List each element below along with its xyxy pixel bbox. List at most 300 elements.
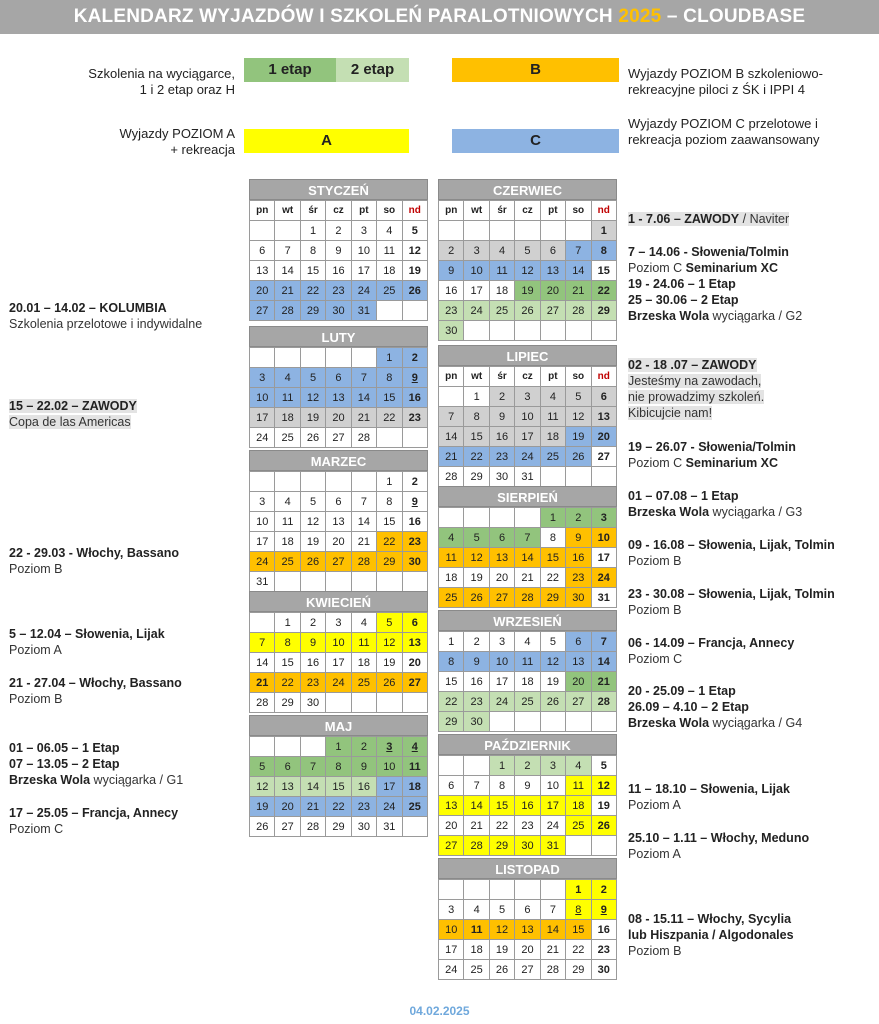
- day-cell: 7: [515, 528, 540, 548]
- day-cell: 13: [591, 407, 616, 427]
- day-cell: 24: [250, 428, 275, 448]
- day-cell: 4: [540, 387, 565, 407]
- day-cell: 25: [489, 301, 514, 321]
- month-april: [249, 591, 428, 713]
- day-cell: 28: [300, 817, 325, 837]
- day-cell: 17: [439, 940, 464, 960]
- day-cell: 4: [439, 528, 464, 548]
- day-cell: 15: [489, 796, 514, 816]
- day-cell: 23: [566, 568, 591, 588]
- day-cell: 2: [300, 613, 325, 633]
- day-cell: 12: [515, 261, 540, 281]
- day-cell: 16: [300, 653, 325, 673]
- day-cell: 21: [300, 797, 325, 817]
- day-cell: 1: [377, 472, 402, 492]
- day-cell: 13: [275, 777, 300, 797]
- day-cell: 28: [591, 692, 616, 712]
- day-cell: 9: [326, 241, 351, 261]
- day-cell: 14: [300, 777, 325, 797]
- calendar-grid-june: [438, 200, 617, 341]
- empty-cell: [250, 737, 275, 757]
- empty-cell: [326, 572, 351, 592]
- day-cell: 9: [566, 528, 591, 548]
- legend-b: B: [452, 58, 619, 82]
- day-cell: 7: [351, 368, 376, 388]
- day-cell: 28: [275, 301, 300, 321]
- calendar-grid-march: [249, 471, 428, 592]
- day-cell: 8: [439, 652, 464, 672]
- empty-cell: [540, 880, 565, 900]
- day-cell: 4: [275, 368, 300, 388]
- event-sycylia: 08 - 15.11 – Włochy, Sycylia lub Hiszpania / Algodonales Poziom B: [628, 912, 794, 958]
- day-cell: 2: [515, 756, 540, 776]
- day-cell: 17: [326, 653, 351, 673]
- day-cell: 22: [540, 568, 565, 588]
- day-cell: 12: [300, 512, 325, 532]
- page-title: KALENDARZ WYJAZDÓW I SZKOLEŃ PARALOTNIOWYCH 2025 – CLOUDBASE: [0, 0, 879, 34]
- day-cell: 13: [402, 633, 427, 653]
- day-cell: 22: [439, 692, 464, 712]
- event-zawody-july: 02 - 18 .07 – ZAWODY Jesteśmy na zawodach, nie prowadzimy szkoleń. Kibicujcie nam!: [628, 358, 765, 420]
- day-cell: 8: [300, 241, 325, 261]
- day-cell: 5: [250, 757, 275, 777]
- day-cell: 19: [591, 796, 616, 816]
- day-cell: 28: [439, 467, 464, 487]
- day-cell: 23: [300, 673, 325, 693]
- weekday-label: pn: [439, 201, 464, 221]
- day-cell: 19: [300, 532, 325, 552]
- day-cell: 24: [250, 552, 275, 572]
- day-cell: 14: [540, 920, 565, 940]
- day-cell: 28: [540, 960, 565, 980]
- event-bassano-april: 21 - 27.04 – Włochy, Bassano Poziom B: [9, 676, 182, 706]
- day-cell: 21: [591, 672, 616, 692]
- day-cell: 28: [515, 588, 540, 608]
- month-header: PAŹDZIERNIK: [438, 734, 617, 755]
- empty-cell: [351, 472, 376, 492]
- day-cell: 27: [439, 836, 464, 856]
- day-cell: 11: [566, 776, 591, 796]
- day-cell: 6: [591, 387, 616, 407]
- empty-cell: [566, 836, 591, 856]
- event-lijak-tolmin-2: 23 - 30.08 – Słowenia, Lijak, Tolmin Poziom B: [628, 587, 835, 617]
- event-august-etap: 01 – 07.08 – 1 Etap Brzeska Wola wyciągarka / G3: [628, 489, 803, 519]
- day-cell: 9: [591, 900, 616, 920]
- day-cell: 5: [402, 221, 427, 241]
- empty-cell: [591, 321, 616, 341]
- empty-cell: [566, 712, 591, 732]
- weekday-label: cz: [326, 201, 351, 221]
- day-cell: 26: [402, 281, 427, 301]
- day-cell: 31: [515, 467, 540, 487]
- day-cell: 6: [402, 613, 427, 633]
- day-cell: 9: [515, 776, 540, 796]
- day-cell: 28: [464, 836, 489, 856]
- day-cell: 29: [439, 712, 464, 732]
- day-cell: 18: [464, 940, 489, 960]
- empty-cell: [402, 817, 427, 837]
- month-header: LIPIEC: [438, 345, 617, 366]
- footer-date: 04.02.2025: [409, 1004, 470, 1018]
- day-cell: 23: [402, 532, 427, 552]
- day-cell: 15: [439, 672, 464, 692]
- title-year: 2025: [618, 6, 662, 27]
- event-naviter: 1 - 7.06 – ZAWODY / Naviter: [628, 212, 790, 226]
- day-cell: 17: [515, 427, 540, 447]
- empty-cell: [300, 348, 325, 368]
- empty-cell: [377, 301, 402, 321]
- empty-cell: [489, 712, 514, 732]
- day-cell: 8: [540, 528, 565, 548]
- day-cell: 8: [275, 633, 300, 653]
- day-cell: 22: [566, 940, 591, 960]
- day-cell: 29: [489, 836, 514, 856]
- day-cell: 26: [300, 552, 325, 572]
- month-header: LISTOPAD: [438, 858, 617, 879]
- event-lijak-oct: 11 – 18.10 – Słowenia, Lijak Poziom A: [628, 782, 790, 812]
- day-cell: 26: [540, 692, 565, 712]
- empty-cell: [250, 613, 275, 633]
- day-cell: 1: [275, 613, 300, 633]
- day-cell: 23: [439, 301, 464, 321]
- event-june: 7 – 14.06 - Słowenia/Tolmin Poziom C Seminarium XC 19 - 24.06 – 1 Etap 25 – 30.06 – 2 Etap Brzeska Wola wyciągarka / G2: [628, 245, 803, 323]
- day-cell: 14: [566, 261, 591, 281]
- day-cell: 24: [591, 568, 616, 588]
- day-cell: 31: [351, 301, 376, 321]
- day-cell: 5: [591, 756, 616, 776]
- empty-cell: [540, 712, 565, 732]
- day-cell: 5: [566, 387, 591, 407]
- day-cell: 19: [402, 261, 427, 281]
- day-cell: 30: [402, 552, 427, 572]
- day-cell: 29: [377, 552, 402, 572]
- day-cell: 27: [591, 447, 616, 467]
- month-header: LUTY: [249, 326, 428, 347]
- day-cell: 7: [300, 757, 325, 777]
- day-cell: 25: [402, 797, 427, 817]
- day-cell: 24: [326, 673, 351, 693]
- day-cell: 21: [351, 408, 376, 428]
- empty-cell: [250, 221, 275, 241]
- weekday-label: wt: [464, 367, 489, 387]
- empty-cell: [464, 756, 489, 776]
- day-cell: 16: [402, 388, 427, 408]
- legend-winch-text: Szkolenia na wyciągarce, 1 i 2 etap oraz H: [88, 66, 235, 97]
- day-cell: 21: [515, 568, 540, 588]
- day-cell: 13: [489, 548, 514, 568]
- day-cell: 12: [464, 548, 489, 568]
- day-cell: 27: [275, 817, 300, 837]
- day-cell: 23: [351, 797, 376, 817]
- calendar-grid-september: [438, 631, 617, 732]
- day-cell: 20: [402, 653, 427, 673]
- day-cell: 15: [591, 261, 616, 281]
- day-cell: 13: [439, 796, 464, 816]
- day-cell: 16: [351, 777, 376, 797]
- weekday-label: cz: [515, 367, 540, 387]
- day-cell: 18: [566, 796, 591, 816]
- day-cell: 3: [540, 756, 565, 776]
- month-march: [249, 450, 428, 592]
- day-cell: 17: [489, 672, 514, 692]
- day-cell: 29: [326, 817, 351, 837]
- day-cell: 18: [489, 281, 514, 301]
- day-cell: 30: [566, 588, 591, 608]
- weekday-label: śr: [489, 201, 514, 221]
- day-cell: 6: [326, 492, 351, 512]
- day-cell: 3: [250, 368, 275, 388]
- day-cell: 8: [489, 776, 514, 796]
- day-cell: 20: [326, 408, 351, 428]
- empty-cell: [300, 572, 325, 592]
- day-cell: 24: [351, 281, 376, 301]
- day-cell: 31: [250, 572, 275, 592]
- day-cell: 6: [275, 757, 300, 777]
- weekday-label: pn: [250, 201, 275, 221]
- day-cell: 12: [300, 388, 325, 408]
- day-cell: 2: [326, 221, 351, 241]
- day-cell: 20: [439, 816, 464, 836]
- day-cell: 5: [464, 528, 489, 548]
- day-cell: 14: [275, 261, 300, 281]
- day-cell: 30: [464, 712, 489, 732]
- day-cell: 24: [489, 692, 514, 712]
- day-cell: 1: [591, 221, 616, 241]
- weekday-label: śr: [489, 367, 514, 387]
- day-cell: 29: [300, 301, 325, 321]
- day-cell: 13: [566, 652, 591, 672]
- day-cell: 25: [351, 673, 376, 693]
- day-cell: 9: [464, 652, 489, 672]
- day-cell: 27: [250, 301, 275, 321]
- day-cell: 18: [351, 653, 376, 673]
- day-cell: 30: [439, 321, 464, 341]
- day-cell: 26: [464, 588, 489, 608]
- day-cell: 4: [275, 492, 300, 512]
- day-cell: 12: [591, 776, 616, 796]
- day-cell: 16: [591, 920, 616, 940]
- day-cell: 1: [439, 632, 464, 652]
- empty-cell: [591, 836, 616, 856]
- day-cell: 9: [300, 633, 325, 653]
- day-cell: 31: [377, 817, 402, 837]
- day-cell: 4: [464, 900, 489, 920]
- day-cell: 8: [566, 900, 591, 920]
- day-cell: 14: [515, 548, 540, 568]
- day-cell: 7: [566, 241, 591, 261]
- empty-cell: [250, 472, 275, 492]
- day-cell: 7: [351, 492, 376, 512]
- weekday-label: so: [377, 201, 402, 221]
- day-cell: 28: [566, 301, 591, 321]
- day-cell: 25: [439, 588, 464, 608]
- month-november: [438, 858, 617, 980]
- day-cell: 30: [326, 301, 351, 321]
- event-bassano-march: 22 - 29.03 - Włochy, Bassano Poziom B: [9, 546, 179, 576]
- day-cell: 14: [464, 796, 489, 816]
- empty-cell: [464, 221, 489, 241]
- empty-cell: [515, 321, 540, 341]
- day-cell: 20: [489, 568, 514, 588]
- day-cell: 3: [515, 387, 540, 407]
- day-cell: 18: [515, 672, 540, 692]
- day-cell: 11: [275, 388, 300, 408]
- day-cell: 22: [377, 408, 402, 428]
- empty-cell: [351, 572, 376, 592]
- day-cell: 3: [439, 900, 464, 920]
- day-cell: 12: [540, 652, 565, 672]
- day-cell: 28: [351, 552, 376, 572]
- day-cell: 3: [377, 737, 402, 757]
- calendar-grid-may: [249, 736, 428, 837]
- day-cell: 9: [402, 492, 427, 512]
- day-cell: 19: [300, 408, 325, 428]
- empty-cell: [351, 693, 376, 713]
- weekday-label: so: [566, 367, 591, 387]
- legend-c: C: [452, 129, 619, 153]
- day-cell: 2: [439, 241, 464, 261]
- empty-cell: [540, 221, 565, 241]
- day-cell: 24: [515, 447, 540, 467]
- empty-cell: [515, 712, 540, 732]
- empty-cell: [275, 737, 300, 757]
- day-cell: 2: [566, 508, 591, 528]
- event-sept-etap: 20 - 25.09 – 1 Etap 26.09 – 4.10 – 2 Etap Brzeska Wola wyciągarka / G4: [628, 684, 803, 730]
- month-header: STYCZEŃ: [249, 179, 428, 200]
- day-cell: 22: [464, 447, 489, 467]
- day-cell: 9: [402, 368, 427, 388]
- empty-cell: [326, 693, 351, 713]
- day-cell: 10: [250, 512, 275, 532]
- day-cell: 25: [275, 428, 300, 448]
- day-cell: 5: [377, 613, 402, 633]
- day-cell: 19: [489, 940, 514, 960]
- calendar-grid-august: [438, 507, 617, 608]
- day-cell: 7: [275, 241, 300, 261]
- day-cell: 3: [326, 613, 351, 633]
- day-cell: 12: [566, 407, 591, 427]
- day-cell: 30: [489, 467, 514, 487]
- weekday-label: pn: [439, 367, 464, 387]
- day-cell: 8: [377, 492, 402, 512]
- day-cell: 11: [489, 261, 514, 281]
- empty-cell: [402, 693, 427, 713]
- day-cell: 29: [591, 301, 616, 321]
- day-cell: 10: [351, 241, 376, 261]
- month-october: [438, 734, 617, 856]
- day-cell: 2: [489, 387, 514, 407]
- day-cell: 7: [439, 407, 464, 427]
- day-cell: 8: [326, 757, 351, 777]
- day-cell: 9: [489, 407, 514, 427]
- day-cell: 11: [515, 652, 540, 672]
- day-cell: 4: [515, 632, 540, 652]
- day-cell: 13: [326, 512, 351, 532]
- day-cell: 11: [402, 757, 427, 777]
- day-cell: 16: [464, 672, 489, 692]
- day-cell: 5: [300, 492, 325, 512]
- empty-cell: [377, 428, 402, 448]
- day-cell: 27: [326, 552, 351, 572]
- calendar-grid-january: [249, 200, 428, 321]
- day-cell: 17: [250, 408, 275, 428]
- weekday-label: pt: [351, 201, 376, 221]
- day-cell: 21: [351, 532, 376, 552]
- day-cell: 15: [377, 512, 402, 532]
- day-cell: 25: [464, 960, 489, 980]
- event-may-etap: 01 – 06.05 – 1 Etap 07 – 13.05 – 2 Etap Brzeska Wola wyciągarka / G1: [9, 741, 184, 787]
- empty-cell: [300, 737, 325, 757]
- legend-a-text: Wyjazdy POZIOM A + rekreacja: [119, 126, 235, 157]
- day-cell: 15: [540, 548, 565, 568]
- empty-cell: [489, 321, 514, 341]
- month-header: MARZEC: [249, 450, 428, 471]
- day-cell: 23: [464, 692, 489, 712]
- month-january: [249, 179, 428, 321]
- day-cell: 3: [351, 221, 376, 241]
- day-cell: 26: [377, 673, 402, 693]
- day-cell: 21: [540, 940, 565, 960]
- legend-etap1: 1 etap: [244, 58, 336, 82]
- day-cell: 15: [300, 261, 325, 281]
- day-cell: 1: [377, 348, 402, 368]
- calendar-grid-february: [249, 347, 428, 448]
- empty-cell: [377, 572, 402, 592]
- day-cell: 22: [377, 532, 402, 552]
- day-cell: 21: [439, 447, 464, 467]
- month-may: [249, 715, 428, 837]
- month-june: [438, 179, 617, 341]
- empty-cell: [439, 508, 464, 528]
- day-cell: 9: [351, 757, 376, 777]
- empty-cell: [300, 472, 325, 492]
- day-cell: 19: [540, 672, 565, 692]
- day-cell: 6: [326, 368, 351, 388]
- empty-cell: [439, 221, 464, 241]
- empty-cell: [439, 880, 464, 900]
- day-cell: 23: [515, 816, 540, 836]
- day-cell: 25: [377, 281, 402, 301]
- day-cell: 27: [515, 960, 540, 980]
- day-cell: 12: [250, 777, 275, 797]
- day-cell: 23: [326, 281, 351, 301]
- day-cell: 24: [439, 960, 464, 980]
- day-cell: 24: [464, 301, 489, 321]
- day-cell: 13: [326, 388, 351, 408]
- day-cell: 8: [464, 407, 489, 427]
- day-cell: 2: [591, 880, 616, 900]
- empty-cell: [275, 348, 300, 368]
- day-cell: 16: [489, 427, 514, 447]
- day-cell: 7: [591, 632, 616, 652]
- day-cell: 6: [515, 900, 540, 920]
- day-cell: 17: [591, 548, 616, 568]
- empty-cell: [540, 321, 565, 341]
- day-cell: 21: [566, 281, 591, 301]
- day-cell: 31: [540, 836, 565, 856]
- day-cell: 22: [591, 281, 616, 301]
- month-header: CZERWIEC: [438, 179, 617, 200]
- calendar-grid-july: [438, 366, 617, 487]
- weekday-label: pt: [540, 367, 565, 387]
- empty-cell: [591, 712, 616, 732]
- day-cell: 21: [250, 673, 275, 693]
- weekday-label: wt: [464, 201, 489, 221]
- month-header: SIERPIEŃ: [438, 486, 617, 507]
- event-annecy-sept: 06 - 14.09 – Francja, Annecy Poziom C: [628, 636, 795, 666]
- day-cell: 6: [540, 241, 565, 261]
- weekday-label: cz: [515, 201, 540, 221]
